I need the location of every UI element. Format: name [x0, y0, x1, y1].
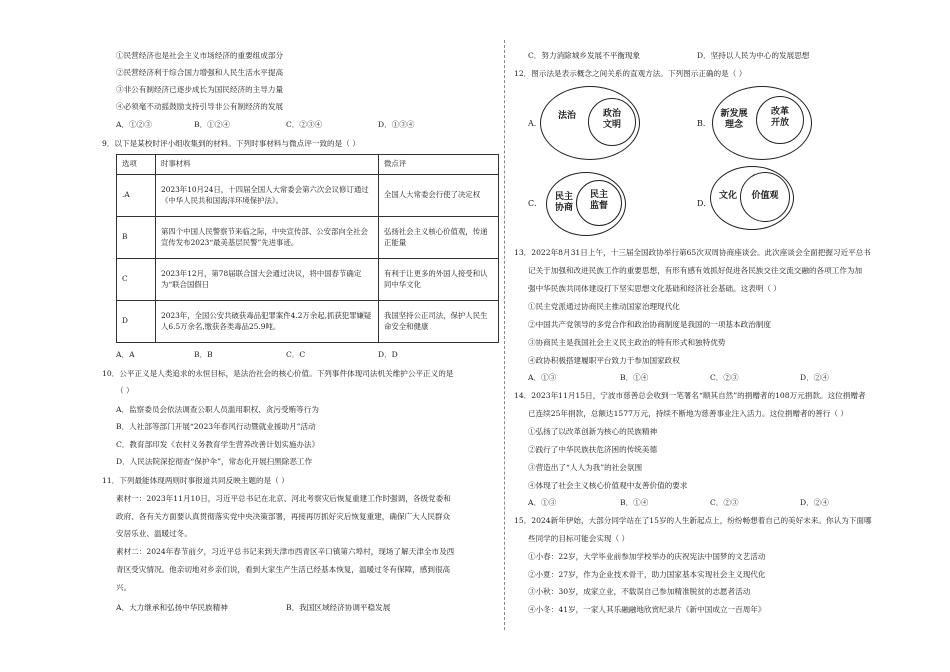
q11-option-d: D．坚持以人民为中心的发展思想 — [697, 51, 810, 60]
q11-stem: 11．下列最能体现两则时事报道共同反映主题的是（ ） — [102, 476, 289, 485]
q9-option-c: C．C — [286, 350, 306, 359]
q14-stem-line1: 14．2023年11月15日，宁波市慈善总会收到一笔署名“顺其自然”的捐赠者的108万元捐款。这位捐赠者 — [514, 391, 866, 400]
row-option: D — [117, 301, 156, 343]
q8-item-2: ②民营经济利于综合国力增强和人民生活水平提高 — [116, 68, 284, 77]
q9-option-d: D．D — [378, 350, 398, 359]
q15-item-2: ②小夏：27岁，作为企业技术骨干，助力国家基本实现社会主义现代化 — [528, 570, 766, 579]
q14-item-2: ②践行了中华民族扶危济困的传统美德 — [528, 445, 658, 454]
row-option: .A — [117, 175, 156, 217]
q12-diagram-a-label: A． — [528, 119, 542, 128]
outer-concept: 法治 — [557, 111, 576, 121]
q13-item-1: ①民主党派通过协商民主推动国家治理现代化 — [528, 302, 680, 311]
inner-concept: 民主 监督 — [589, 190, 608, 211]
q8-item-4: ④必须毫不动摇鼓励支持引导非公有制经济的发展 — [116, 102, 284, 111]
q14-option-d: D．②④ — [800, 498, 829, 507]
q13-stem-line3: 强中华民族共同体建设打下坚实思想文化基础和经济社会基础。这表明（ ） — [528, 284, 782, 293]
q15-stem-line2: 些同学的目标可能会实现（ ） — [528, 534, 630, 543]
q14-stem-line2: 已连续25年捐款，总额达1577万元，持续不断地为慈善事业注入活力。这位捐赠者的善行（ ） — [528, 409, 848, 418]
row-comment: 全国人大常委会行使了决定权 — [379, 175, 499, 217]
table-header-comment: 微点评 — [379, 155, 499, 175]
q9-stem: 9．以下是某校时评小组收集到的材料。下列时事材料与微点评一致的是（ ） — [102, 139, 360, 148]
outer-concept: 新发展 理念 — [720, 109, 748, 130]
q11-option-a: A．大力继承和弘扬中华民族精神 — [116, 603, 228, 612]
q9-option-b: B．B — [194, 350, 213, 359]
q12-diagram-d-label: D． — [697, 199, 712, 208]
q11-option-b: B．我国区域经济协调平稳发展 — [286, 603, 391, 612]
q15-item-4: ④小冬：41岁，一家人其乐融融地欣赏纪录片《新中国成立一百周年》 — [528, 605, 766, 614]
q10-option-a: A．监察委员会依法调查公职人员滥用职权、贪污受贿等行为 — [116, 405, 319, 414]
q13-item-2: ②中国共产党领导的多党合作和政治协商制度是我国的一项基本政治制度 — [528, 320, 771, 329]
row-material: 2023年，全国公安共破获毒品犯罪案件4.2万余起,抓获犯罪嫌疑人6.5万余名,缴获各类毒品25.9吨。 — [156, 301, 379, 343]
row-comment: 我国坚持公正司法，保护人民生命安全和健康 — [379, 301, 499, 343]
inner-concept: 政治 文明 — [602, 109, 621, 130]
q13-stem-line2: 记关于加强和改进民族工作的重要思想，有形有感有效抓好促进各民族交往交流交融的各项工作为加 — [528, 266, 863, 275]
q10-option-c: C．教育部印发《农村义务教育学生营养改善计划实施办法》 — [116, 440, 320, 449]
q14-option-c: C．②③ — [710, 498, 739, 507]
inner-concept: 改革 开放 — [770, 107, 789, 128]
q11-material1-line2: 政府、各有关方面要认真贯彻落实党中央决策部署，再接再厉抓好灾后恢复重建，确保广大人民群众 — [116, 512, 451, 521]
outer-concept: 文化 — [718, 191, 737, 201]
q11-material2-line2: 青区受灾情况。他亲切地对乡亲们说，看到大家生产生活已经基本恢复，温暖过冬有保障，感到很高 — [116, 565, 451, 574]
q15-stem-line1: 15．2024新年伊始，大部分同学站在了15岁的人生新起点上，纷纷畅想着自己的美好未来。你认为下面哪 — [514, 516, 872, 525]
q10-option-d: D．人民法院深挖彻查“保护伞”，常态化开展扫黑除恶工作 — [116, 457, 313, 466]
q13-item-4: ④政协积极搭建履职平台致力于参加国家政权 — [528, 356, 680, 365]
q8-option-a: A．①②③ — [116, 120, 152, 129]
q8-item-1: ①民营经济也是社会主义市场经济的重要组成部分 — [116, 51, 284, 60]
q8-option-d: D．①③④ — [378, 120, 415, 129]
q14-item-4: ④体现了社会主义核心价值观中友善价值的要求 — [528, 481, 688, 490]
row-option: C — [117, 259, 156, 301]
q14-option-b: B．①④ — [620, 498, 649, 507]
q12-diagram-a — [540, 86, 640, 160]
q10-stem-line1: 10．公平正义是人类追求的永恒目标，是法治社会的核心价值。下列事件体现司法机关维护公平正义的是 — [102, 369, 454, 378]
q9-material-table — [116, 154, 499, 343]
q10-stem-line2: （ ） — [116, 386, 134, 395]
q11-material2-line1: 素材二：2024年春节前夕，习近平总书记来到天津市西青区辛口镇第六埠村，现场了解天津全市及西 — [116, 547, 455, 556]
q12-diagram-c — [546, 172, 626, 236]
table-header-material: 时事材料 — [156, 155, 379, 175]
q11-option-c: C．努力消除城乡发展不平衡现象 — [528, 51, 641, 60]
q11-material1-line3: 安居乐业、温暖过冬。 — [116, 529, 192, 538]
table-header-option: 选项 — [117, 155, 156, 175]
q14-option-a: A．①③ — [528, 498, 557, 507]
q13-option-b: B．①④ — [620, 373, 649, 382]
row-comment: 有利于让更多的外国人接受和认同中华文化 — [379, 259, 499, 301]
table-row — [117, 217, 499, 259]
q12-stem: 12．图示法是表示概念之间关系的直观方法。下列图示正确的是（ ） — [514, 69, 747, 78]
q11-material2-line3: 兴。 — [116, 583, 132, 592]
q9-option-a: A．A — [116, 350, 135, 359]
q10-option-b: B．人社部等部门开展“2023年春风行动暨就业援助月”活动 — [116, 422, 316, 431]
q13-option-a: A．①③ — [528, 373, 557, 382]
q12-diagram-b — [712, 86, 812, 160]
table-row — [117, 259, 499, 301]
q13-stem-line1: 13．2022年8月31日上午，十三届全国政协举行第65次双周协商座谈会。此次座谈会全面把握习近平总书 — [514, 248, 871, 257]
q12-diagram-d — [710, 166, 794, 230]
q13-option-d: D．②④ — [800, 373, 829, 382]
q13-option-c: C．②③ — [710, 373, 739, 382]
row-material: 第四个中国人民警察节来临之际，中央宣传部、公安部向全社会宣传发布2023“最美基层民警”先进事迹。 — [156, 217, 379, 259]
q15-item-3: ③小秋：30岁，成家立业，不载误自己参加精准脱贫的志愿者活动 — [528, 587, 751, 596]
q14-item-3: ③营造出了“人人为我”的社会氛围 — [528, 463, 643, 472]
table-row — [117, 175, 499, 217]
q12-diagram-b-label: B． — [697, 119, 711, 128]
row-option: B — [117, 217, 156, 259]
q8-item-3: ③非公有制经济已逐步成长为国民经济的主导力量 — [116, 85, 284, 94]
q15-item-1: ①小春：22岁，大学毕业前参加学校举办的庆祝宪法中国梦的文艺活动 — [528, 552, 766, 561]
q13-item-3: ③协商民主是我国社会主义民主政治的特有形式和独特优势 — [528, 338, 726, 347]
q8-option-c: C．②③④ — [286, 120, 323, 129]
q14-item-1: ①弘扬了以改革创新为核心的民族精神 — [528, 427, 658, 436]
q8-option-b: B．①②④ — [194, 120, 230, 129]
q12-diagram-c-label: C． — [528, 199, 543, 208]
table-row — [117, 301, 499, 343]
q11-material1-line1: 素材一：2023年11月10日，习近平总书记在北京、河北考察灾后恢复重建工作时强调，各级党委和 — [116, 494, 451, 503]
row-comment: 弘扬社会主义核心价值观，传递正能量 — [379, 217, 499, 259]
row-material: 2023年12月，第78届联合国大会通过决议，将中国春节确定为“联合国假日 — [156, 259, 379, 301]
outer-concept: 民主 协商 — [554, 192, 573, 213]
inner-concept: 价值观 — [751, 191, 779, 201]
row-material: 2023年10月24日，十四届全国人大常委会第六次会议修订通过《中华人民共和国海洋环境保护法》。 — [156, 175, 379, 217]
column-divider — [504, 40, 505, 630]
